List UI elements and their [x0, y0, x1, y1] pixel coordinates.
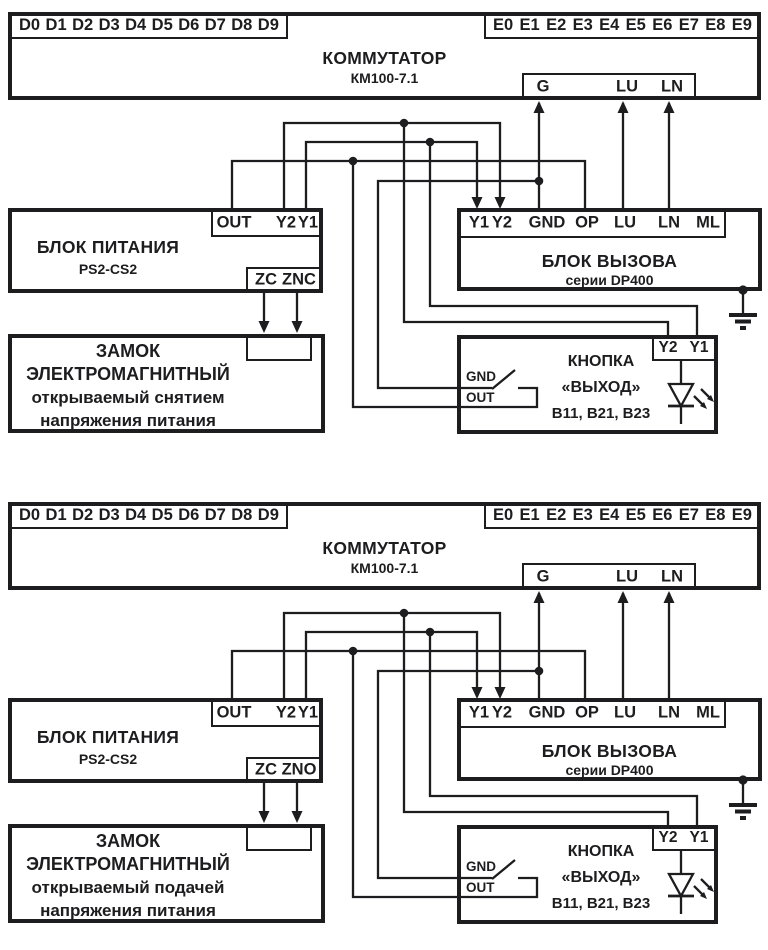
commutator-title: КОММУТАТОР [322, 48, 447, 68]
terminal-e9: E9 [731, 16, 752, 34]
terminal-lu: LU [614, 213, 636, 232]
terminal-ln: LN [658, 703, 680, 722]
terminal-e4: E4 [599, 506, 620, 524]
terminal-d5: D5 [151, 16, 173, 34]
commutator-model: КМ100-7.1 [350, 560, 419, 576]
terminal-gnd: GND [528, 703, 566, 722]
junction-dot [400, 119, 409, 128]
e-terminal-row [486, 504, 759, 527]
terminal-zc: ZC [255, 760, 277, 779]
junction-dot [349, 157, 358, 166]
terminal-zn: ZNO [281, 760, 317, 779]
wiring-diagram-1 [0, 0, 768, 460]
terminal-g: G [536, 77, 550, 95]
terminal-y1: Y1 [468, 213, 490, 232]
lock-title: ЗАМОК [95, 341, 161, 361]
call-unit-model: серии DP400 [565, 762, 654, 778]
power-terminals-box [211, 698, 323, 727]
call-terminals-box [457, 208, 726, 238]
arrow-up-ln [664, 101, 675, 113]
arrow-up-g [534, 101, 545, 113]
power-supply-model: PS2-CS2 [78, 751, 138, 767]
power-supply-title: БЛОК ПИТАНИЯ [36, 727, 180, 747]
terminal-e8: E8 [705, 506, 726, 524]
terminal-y2: Y2 [491, 213, 513, 232]
junction-dot [426, 628, 435, 637]
call-terminals-box [457, 698, 726, 728]
terminal-d7: D7 [204, 16, 226, 34]
terminal-d4: D4 [125, 506, 147, 524]
terminal-d1: D1 [45, 16, 67, 34]
junction-dot [400, 609, 409, 618]
terminal-y1: Y1 [468, 703, 490, 722]
g-lu-ln-terminals-box [522, 563, 696, 590]
terminal-d7: D7 [204, 506, 226, 524]
terminal-d9: D9 [257, 16, 279, 34]
terminal-e9: E9 [731, 506, 752, 524]
button-text [521, 349, 681, 427]
arrow-down-zn [292, 811, 303, 823]
lock-note-line2: напряжения питания [40, 411, 216, 430]
button-models: В11, В21, В23 [551, 895, 651, 912]
terminal-d5: D5 [151, 506, 173, 524]
terminal-ln: LN [661, 77, 683, 95]
terminal-y2: Y2 [658, 829, 678, 846]
ground-icon [729, 315, 757, 328]
wiring-diagram-2 [0, 490, 768, 950]
zc-terminals-box [246, 267, 323, 293]
terminal-e1: E1 [519, 16, 540, 34]
lock-subtitle: ЭЛЕКТРОМАГНИТНЫЙ [26, 364, 230, 384]
junction-dot [349, 647, 358, 656]
g-lu-ln-terminals-box [522, 73, 696, 100]
d-terminal-row [12, 14, 286, 37]
terminal-e3: E3 [572, 16, 593, 34]
terminal-d9: D9 [257, 506, 279, 524]
button-subtitle: «ВЫХОД» [561, 379, 641, 396]
terminal-e5: E5 [625, 506, 646, 524]
terminal-d6: D6 [178, 16, 200, 34]
terminal-e7: E7 [678, 16, 699, 34]
terminal-d3: D3 [98, 506, 120, 524]
terminal-e3: E3 [572, 506, 593, 524]
terminal-e2: E2 [546, 506, 567, 524]
zc-terminals-box [246, 757, 323, 783]
terminal-gnd: GND [528, 213, 566, 232]
lock-note-line2: напряжения питания [40, 901, 216, 920]
terminal-y1: Y1 [297, 703, 319, 721]
e-terminals-box [484, 502, 761, 529]
button-gnd-label: GND [466, 859, 496, 874]
terminal-d2: D2 [72, 16, 94, 34]
terminal-out: OUT [216, 213, 252, 231]
power-terminals-box [211, 208, 323, 237]
terminal-d0: D0 [19, 506, 41, 524]
d-terminals-box [10, 12, 288, 39]
terminal-y1: Y1 [297, 213, 319, 231]
wire-y2-to-call [284, 123, 500, 209]
terminal-ml: ML [696, 703, 720, 722]
button-out-label: OUT [466, 880, 495, 895]
call-unit-model: серии DP400 [565, 272, 654, 288]
terminal-e4: E4 [599, 16, 620, 34]
wire-y1-to-call [306, 632, 477, 699]
power-supply-model: PS2-CS2 [78, 261, 138, 277]
button-models: В11, В21, В23 [551, 405, 651, 422]
terminal-lu: LU [616, 77, 638, 95]
arrow-up-lu [618, 591, 629, 603]
terminal-y2: Y2 [275, 703, 297, 721]
junction-dot [535, 177, 544, 186]
terminal-zc: ZC [255, 270, 277, 289]
arrow-up-g [534, 591, 545, 603]
terminal-d8: D8 [231, 16, 253, 34]
terminal-zn: ZNC [282, 270, 316, 289]
terminal-e5: E5 [625, 16, 646, 34]
terminal-lu: LU [614, 703, 636, 722]
button-title: КНОПКА [567, 843, 635, 860]
button-title: КНОПКА [567, 353, 635, 370]
terminal-y2: Y2 [491, 703, 513, 722]
terminal-ln: LN [658, 213, 680, 232]
wire-y1-to-call [306, 142, 477, 209]
terminal-g: G [536, 567, 550, 585]
terminal-e0: E0 [493, 506, 514, 524]
terminal-y1: Y1 [689, 829, 709, 846]
wire-y2-to-call [284, 613, 500, 699]
button-gnd-label: GND [466, 369, 496, 384]
lock-text [8, 830, 248, 922]
call-unit-title: БЛОК ВЫЗОВА [541, 251, 678, 271]
terminal-e0: E0 [493, 16, 514, 34]
arrow-down-zc [259, 321, 270, 333]
button-subtitle: «ВЫХОД» [561, 869, 641, 886]
terminal-e6: E6 [652, 16, 673, 34]
arrow-up-ln [664, 591, 675, 603]
terminal-d6: D6 [178, 506, 200, 524]
terminal-y2: Y2 [658, 339, 678, 356]
terminal-d4: D4 [125, 16, 147, 34]
terminal-op: OP [575, 703, 599, 722]
button-out-label: OUT [466, 390, 495, 405]
d-terminals-box [10, 502, 288, 529]
terminal-y2: Y2 [275, 213, 297, 231]
ground-icon [729, 805, 757, 818]
terminal-e8: E8 [705, 16, 726, 34]
lock-terminals-box [246, 824, 312, 851]
terminal-d0: D0 [19, 16, 41, 34]
terminal-op: OP [575, 213, 599, 232]
power-supply-title: БЛОК ПИТАНИЯ [36, 237, 180, 257]
arrow-down-zn [292, 321, 303, 333]
lock-note-line1: открываемый подачей [31, 878, 225, 897]
terminal-d2: D2 [72, 506, 94, 524]
lock-text [8, 340, 248, 432]
arrow-up-lu [618, 101, 629, 113]
terminal-lu: LU [616, 567, 638, 585]
button-text [521, 839, 681, 917]
terminal-e7: E7 [678, 506, 699, 524]
call-unit-title: БЛОК ВЫЗОВА [541, 741, 678, 761]
commutator-title: КОММУТАТОР [322, 538, 447, 558]
terminal-y1: Y1 [689, 339, 709, 356]
terminal-out: OUT [216, 703, 252, 721]
terminal-e6: E6 [652, 506, 673, 524]
lock-title: ЗАМОК [95, 831, 161, 851]
terminal-d8: D8 [231, 506, 253, 524]
lock-terminals-box [246, 334, 312, 361]
commutator-model: КМ100-7.1 [350, 70, 419, 86]
arrow-down-zc [259, 811, 270, 823]
e-terminals-box [484, 12, 761, 39]
terminal-e1: E1 [519, 506, 540, 524]
terminal-d3: D3 [98, 16, 120, 34]
lock-subtitle: ЭЛЕКТРОМАГНИТНЫЙ [26, 854, 230, 874]
terminal-ln: LN [661, 567, 683, 585]
d-terminal-row [12, 504, 286, 527]
terminal-ml: ML [696, 213, 720, 232]
terminal-d1: D1 [45, 506, 67, 524]
e-terminal-row [486, 14, 759, 37]
terminal-e2: E2 [546, 16, 567, 34]
junction-dot [535, 667, 544, 676]
lock-note-line1: открываемый снятием [31, 388, 225, 407]
junction-dot [426, 138, 435, 147]
